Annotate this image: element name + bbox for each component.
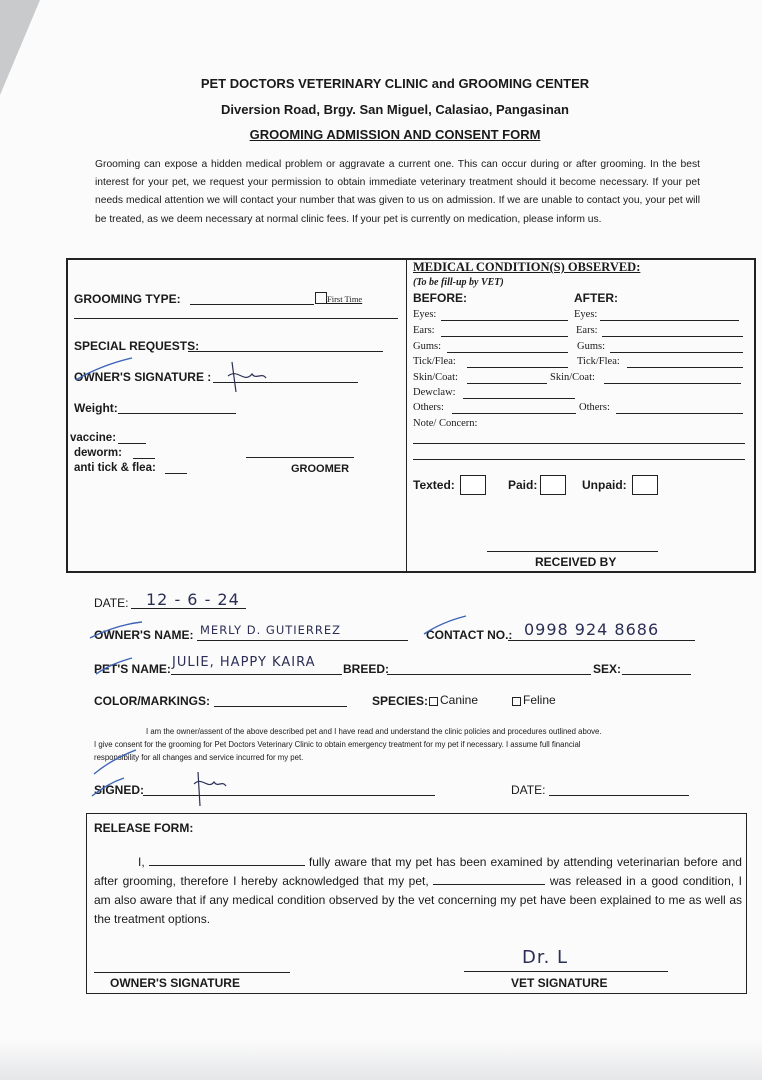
after-others-label: Others: <box>579 402 610 413</box>
vet-signature-label: VET SIGNATURE <box>511 976 608 990</box>
owner-name-value: MERLY D. GUTIERREZ <box>200 623 342 637</box>
groomer-label: GROOMER <box>291 463 350 475</box>
color-markings-label: COLOR/MARKINGS: <box>94 694 210 708</box>
special-requests-label: SPECIAL REQUESTS: <box>74 339 200 353</box>
clinic-address: Diversion Road, Brgy. San Miguel, Calasiao, Pangasinan <box>221 102 569 117</box>
contact-field[interactable] <box>508 640 695 641</box>
checkmark-pet-name <box>92 656 136 678</box>
clinic-name: PET DOCTORS VETERINARY CLINIC and GROOMING CENTER <box>200 76 590 91</box>
vet-signature-value: Dr. L <box>522 947 569 968</box>
before-eyes-field[interactable] <box>441 320 568 321</box>
anti-tick-label: anti tick & flea: <box>74 462 156 474</box>
date-label: DATE: <box>94 596 129 610</box>
anti-tick-field[interactable] <box>165 473 187 474</box>
after-label: AFTER: <box>574 291 618 305</box>
box-divider <box>406 260 407 571</box>
signed-field[interactable] <box>143 795 435 796</box>
release-text-1: I, <box>138 855 145 869</box>
release-owner-name-field[interactable] <box>149 855 305 866</box>
sex-label: SEX: <box>593 662 622 676</box>
owner-signature-label: OWNER'S SIGNATURE : <box>74 370 212 384</box>
note-line-2[interactable] <box>413 459 745 460</box>
after-gums-label: Gums: <box>577 341 606 352</box>
after-ears-field[interactable] <box>602 336 743 337</box>
feline-checkbox[interactable] <box>512 697 521 706</box>
received-by-line[interactable] <box>487 551 658 552</box>
deworm-field[interactable] <box>133 458 155 459</box>
date-value: 12 - 6 - 24 <box>146 590 240 609</box>
checkmark-consent <box>90 748 140 776</box>
form-title: GROOMING ADMISSION AND CONSENT FORM <box>249 127 541 142</box>
before-others-field[interactable] <box>452 413 576 414</box>
deworm-label: deworm: <box>74 447 122 459</box>
consent-line-2: I give consent for the grooming for Pet Doctors Veterinary Clinic to obtain emergency treatment for my pet if necessary. I assume full financial <box>94 740 581 749</box>
before-skincoat-field[interactable] <box>467 383 547 384</box>
color-markings-field[interactable] <box>214 706 347 707</box>
first-time-checkbox[interactable] <box>315 292 327 304</box>
after-gums-field[interactable] <box>610 352 743 353</box>
owner-signature-scribble <box>224 358 274 398</box>
special-requests-field[interactable] <box>188 351 383 352</box>
checkmark-owner-signature <box>70 356 140 386</box>
contact-value: 0998 924 8686 <box>524 620 660 639</box>
canine-label: Canine <box>440 693 479 707</box>
paid-label: Paid: <box>508 478 538 492</box>
owner-name-label: OWNER'S NAME: <box>94 628 194 642</box>
after-tickflea-label: Tick/Flea: <box>577 356 620 367</box>
release-pet-name-field[interactable] <box>433 874 545 885</box>
medical-subtitle: (To be fill-up by VET) <box>413 277 504 288</box>
before-ears-label: Ears: <box>413 325 435 336</box>
signed-date-label: DATE: <box>511 783 546 797</box>
pet-name-label: PET'S NAME: <box>94 662 171 676</box>
breed-field[interactable] <box>387 674 591 675</box>
before-dewclaw-field[interactable] <box>463 398 575 399</box>
note-concern-label: Note/ Concern: <box>413 418 478 429</box>
canine-checkbox[interactable] <box>429 697 438 706</box>
owner-name-field[interactable] <box>197 640 408 641</box>
grooming-type-extra-line[interactable] <box>74 318 398 319</box>
before-eyes-label: Eyes: <box>413 309 437 320</box>
after-skincoat-label: Skin/Coat: <box>550 372 595 383</box>
before-skincoat-label: Skin/Coat: <box>413 372 458 383</box>
after-others-field[interactable] <box>616 413 743 414</box>
release-text-3: was released in a good condition, I am also aware that if any medical condition observed by the vet concerning my pet have been explained to me as well as the treatment options. <box>94 874 742 926</box>
medical-title: MEDICAL CONDITION(S) OBSERVED: <box>413 260 641 274</box>
after-eyes-label: Eyes: <box>574 309 598 320</box>
page-shadow <box>0 1040 762 1080</box>
release-paragraph <box>94 853 742 929</box>
weight-field[interactable] <box>118 413 236 414</box>
pet-name-field[interactable] <box>171 674 342 675</box>
signed-scribble <box>190 770 230 808</box>
before-ears-field[interactable] <box>441 336 568 337</box>
before-gums-field[interactable] <box>447 352 568 353</box>
signed-label: SIGNED: <box>94 783 145 797</box>
vaccine-field[interactable] <box>118 443 146 444</box>
after-tickflea-field[interactable] <box>627 367 743 368</box>
vaccine-label: vaccine: <box>70 432 117 444</box>
note-line-1[interactable] <box>413 443 745 444</box>
consent-line-1: I am the owner/assent of the above described pet and I have read and understand the clinic policies and procedures outlined above. <box>146 727 602 736</box>
signed-date-field[interactable] <box>549 795 689 796</box>
unpaid-label: Unpaid: <box>582 478 627 492</box>
intro-paragraph: Grooming can expose a hidden medical problem or aggravate a current one. This can occur during or after grooming. In the best interest for your pet, we request your permission to obtain immediate veterinary treatment should it become necessary. If your pet needs medical attention we will contact your number that was given to us on admission. If we are unable to contact you, your pet will be treated, as we deem necessary at normal clinic fees. If your pet is currently on medication, please inform us. <box>95 159 700 225</box>
grooming-type-field[interactable] <box>190 304 314 305</box>
breed-label: BREED: <box>343 662 390 676</box>
paid-checkbox[interactable] <box>540 475 566 495</box>
checkmark-signed <box>88 776 128 798</box>
weight-label: Weight: <box>74 401 118 415</box>
pet-name-value: JULIE, HAPPY KAIRA <box>172 655 316 670</box>
checkmark-owner-name <box>86 620 146 642</box>
first-time-label: First Time <box>327 294 363 304</box>
after-eyes-field[interactable] <box>600 320 739 321</box>
sex-field[interactable] <box>622 674 691 675</box>
species-label: SPECIES: <box>372 694 429 708</box>
before-others-label: Others: <box>413 402 444 413</box>
before-dewclaw-label: Dewclaw: <box>413 387 456 398</box>
received-by-label: RECEIVED BY <box>535 555 617 569</box>
before-label: BEFORE: <box>413 291 467 305</box>
after-skincoat-field[interactable] <box>604 383 741 384</box>
grooming-type-label: GROOMING TYPE: <box>74 292 181 306</box>
contact-label: CONTACT NO.: <box>426 628 513 642</box>
before-tickflea-field[interactable] <box>467 367 568 368</box>
texted-checkbox[interactable] <box>460 475 486 495</box>
before-tickflea-label: Tick/Flea: <box>413 356 456 367</box>
before-gums-label: Gums: <box>413 341 442 352</box>
release-text-2: fully aware that my pet has been examined by attending veterinarian before and after grooming, therefore I hereby acknowledged that my pet, <box>94 855 742 888</box>
vet-signature-line[interactable] <box>464 971 668 972</box>
feline-label: Feline <box>523 693 556 707</box>
unpaid-checkbox[interactable] <box>632 475 658 495</box>
checkmark-contact <box>420 614 470 638</box>
after-ears-label: Ears: <box>576 325 598 336</box>
release-owner-signature-label: OWNER'S SIGNATURE <box>110 976 240 990</box>
release-owner-signature-line[interactable] <box>94 972 290 973</box>
texted-label: Texted: <box>413 478 455 492</box>
release-form-title: RELEASE FORM: <box>94 821 194 835</box>
consent-line-3: responsibility for all changes and service incurred for my pet. <box>94 753 304 762</box>
groomer-signature-line[interactable] <box>246 457 354 458</box>
